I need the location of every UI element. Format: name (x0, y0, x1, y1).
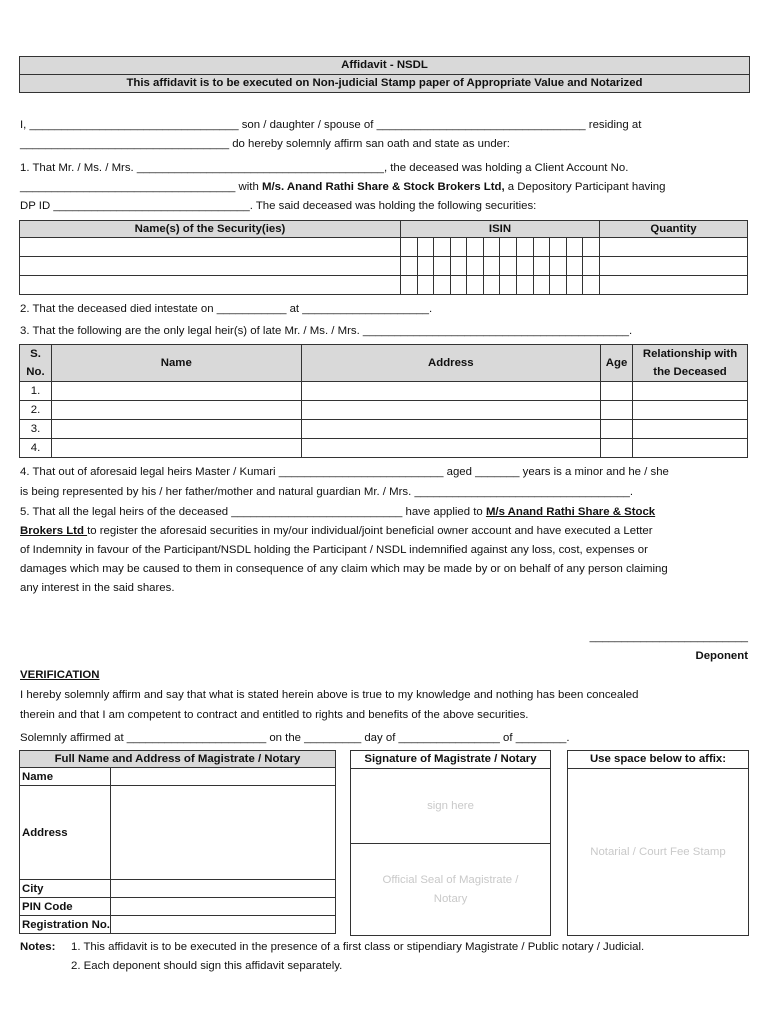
stamp-hint: Notarial / Court Fee Stamp (590, 846, 726, 858)
magistrate-reg-field[interactable] (110, 916, 335, 934)
heir-address-cell[interactable] (301, 401, 601, 420)
verification-heading: VERIFICATION (20, 669, 100, 681)
heirs-sno-header (20, 345, 52, 382)
notes-label: Notes: (20, 941, 56, 953)
security-name-cell[interactable] (20, 257, 401, 276)
heirs-relationship-header (633, 345, 748, 382)
securities-isin-header: ISIN (401, 221, 600, 238)
rel-header-a: Relationship with (642, 348, 738, 360)
verification-line-1: I hereby solemnly affirm and say that what is stated herein above is true to my knowledge and nothing has been concealed (20, 689, 639, 701)
heir-address-cell[interactable] (301, 439, 601, 458)
quantity-cell[interactable] (600, 238, 748, 257)
stamp-header: Use space below to affix: (567, 750, 749, 769)
signature-box (350, 768, 551, 936)
para1-line-3: DP ID _______________________________. The said deceased was holding the following securities: (20, 200, 537, 212)
table-row (20, 420, 748, 439)
para1-line-1: 1. That Mr. / Ms. / Mrs. _______________________________________, the deceased was holding a Client Account No. (20, 162, 629, 174)
heir-relationship-cell[interactable] (633, 439, 748, 458)
signature-header: Signature of Magistrate / Notary (350, 750, 551, 769)
heir-name-cell[interactable] (51, 382, 301, 401)
magistrate-name-label: Name (20, 768, 111, 786)
para1-line-2 (20, 180, 665, 194)
heir-address-cell[interactable] (301, 420, 601, 439)
heir-relationship-cell[interactable] (633, 382, 748, 401)
table-row (20, 276, 748, 295)
para5-line-4: damages which may be caused to them in consequence of any claim which may be made by or on behalf of any person claiming (20, 563, 668, 575)
note-1: 1. This affidavit is to be executed in the presence of a first class or stipendiary Magistrate / Public notary / Judicial. (71, 941, 645, 953)
para5-start: 5. That all the legal heirs of the deceased ___________________________ have applied to (20, 506, 486, 518)
seal-hint-line-1: Official Seal of Magistrate / (382, 874, 519, 886)
page-title: Affidavit - NSDL (20, 57, 749, 74)
para4-line-1: 4. That out of aforesaid legal heirs Master / Kumari __________________________ aged _______ years is a minor and he / she (20, 466, 669, 478)
para5-line-1 (20, 505, 655, 519)
quantity-cell[interactable] (600, 257, 748, 276)
securities-name-header: Name(s) of the Security(ies) (20, 221, 401, 238)
heirs-name-header: Name (51, 345, 301, 382)
magistrate-address-field[interactable] (110, 786, 335, 880)
security-name-cell[interactable] (20, 276, 401, 295)
broker-name: M/s. Anand Rathi Share & Stock Brokers Ltd, (261, 181, 505, 193)
heir-age-cell[interactable] (601, 420, 633, 439)
title-box (19, 56, 750, 93)
intro-line-1: I, _________________________________ son / daughter / spouse of _________________________________ residing at (20, 119, 642, 131)
sno-header-b: No. (26, 366, 45, 378)
row-number: 1. (20, 382, 52, 401)
heir-relationship-cell[interactable] (633, 401, 748, 420)
para1-tail: a Depository Participant having (504, 181, 666, 193)
row-number: 2. (20, 401, 52, 420)
row-number: 3. (20, 420, 52, 439)
security-name-cell[interactable] (20, 238, 401, 257)
heirs-table (19, 344, 748, 458)
table-row (20, 439, 748, 458)
heir-age-cell[interactable] (601, 439, 633, 458)
table-row (20, 382, 748, 401)
rel-header-b: the Deceased (653, 366, 727, 378)
magistrate-pin-field[interactable] (110, 898, 335, 916)
note-2: 2. Each deponent should sign this affidavit separately. (71, 960, 343, 972)
verification-line-3: Solemnly affirmed at ______________________ on the _________ day of ________________ of ________. (20, 732, 570, 744)
para5-line-3: of Indemnity in favour of the Participant/NSDL holding the Participant / NSDL indemnified against any loss, cost, expenses or (20, 544, 648, 556)
para1-blank: __________________________________ with (20, 181, 262, 193)
securities-qty-header: Quantity (600, 221, 748, 238)
para2: 2. That the deceased died intestate on ___________ at ____________________. (20, 303, 433, 315)
quantity-cell[interactable] (600, 276, 748, 295)
heirs-age-header: Age (601, 345, 633, 382)
magistrate-address-label: Address (20, 786, 111, 880)
para3: 3. That the following are the only legal heir(s) of late Mr. / Ms. / Mrs. __________________________________________. (20, 325, 633, 337)
page-subtitle: This affidavit is to be executed on Non-judicial Stamp paper of Appropriate Value and Notarized (20, 74, 749, 92)
deponent-signature-line: _________________________ (589, 631, 748, 643)
heirs-address-header: Address (301, 345, 601, 382)
table-row (20, 401, 748, 420)
table-row (20, 257, 748, 276)
row-number: 4. (20, 439, 52, 458)
para5-cont: to register the aforesaid securities in my/our individual/joint beneficial owner account and have executed a Letter (87, 525, 653, 537)
heir-age-cell[interactable] (601, 382, 633, 401)
heir-name-cell[interactable] (51, 439, 301, 458)
intro-line-2: _________________________________ do hereby solemnly affirm san oath and state as under: (20, 138, 510, 150)
broker-name-cont: Brokers Ltd (20, 525, 88, 537)
seal-hint-line-2: Notary (433, 893, 468, 905)
magistrate-city-field[interactable] (110, 880, 335, 898)
magistrate-header: Full Name and Address of Magistrate / Notary (20, 751, 336, 768)
securities-table (19, 220, 748, 295)
para5-line-5: any interest in the said shares. (20, 582, 175, 594)
broker-name-underlined: M/s Anand Rathi Share & Stock (485, 506, 656, 518)
para5-line-2 (20, 524, 653, 538)
magistrate-table (19, 750, 336, 934)
magistrate-pin-label: PIN Code (20, 898, 111, 916)
heir-address-cell[interactable] (301, 382, 601, 401)
heir-name-cell[interactable] (51, 420, 301, 439)
heir-age-cell[interactable] (601, 401, 633, 420)
heir-name-cell[interactable] (51, 401, 301, 420)
magistrate-city-label: City (20, 880, 111, 898)
signature-divider (351, 843, 550, 844)
sno-header-a: S. (30, 348, 41, 360)
sign-here-hint[interactable]: sign here (427, 800, 474, 812)
heir-relationship-cell[interactable] (633, 420, 748, 439)
para4-line-2: is being represented by his / her father/mother and natural guardian Mr. / Mrs. __________________________________. (20, 486, 633, 498)
deponent-label: Deponent (695, 650, 748, 662)
table-row (20, 238, 748, 257)
magistrate-name-field[interactable] (110, 768, 335, 786)
verification-line-2: therein and that I am competent to contract and entitled to rights and benefits of the above securities. (20, 709, 529, 721)
magistrate-reg-label: Registration No. (20, 916, 111, 934)
